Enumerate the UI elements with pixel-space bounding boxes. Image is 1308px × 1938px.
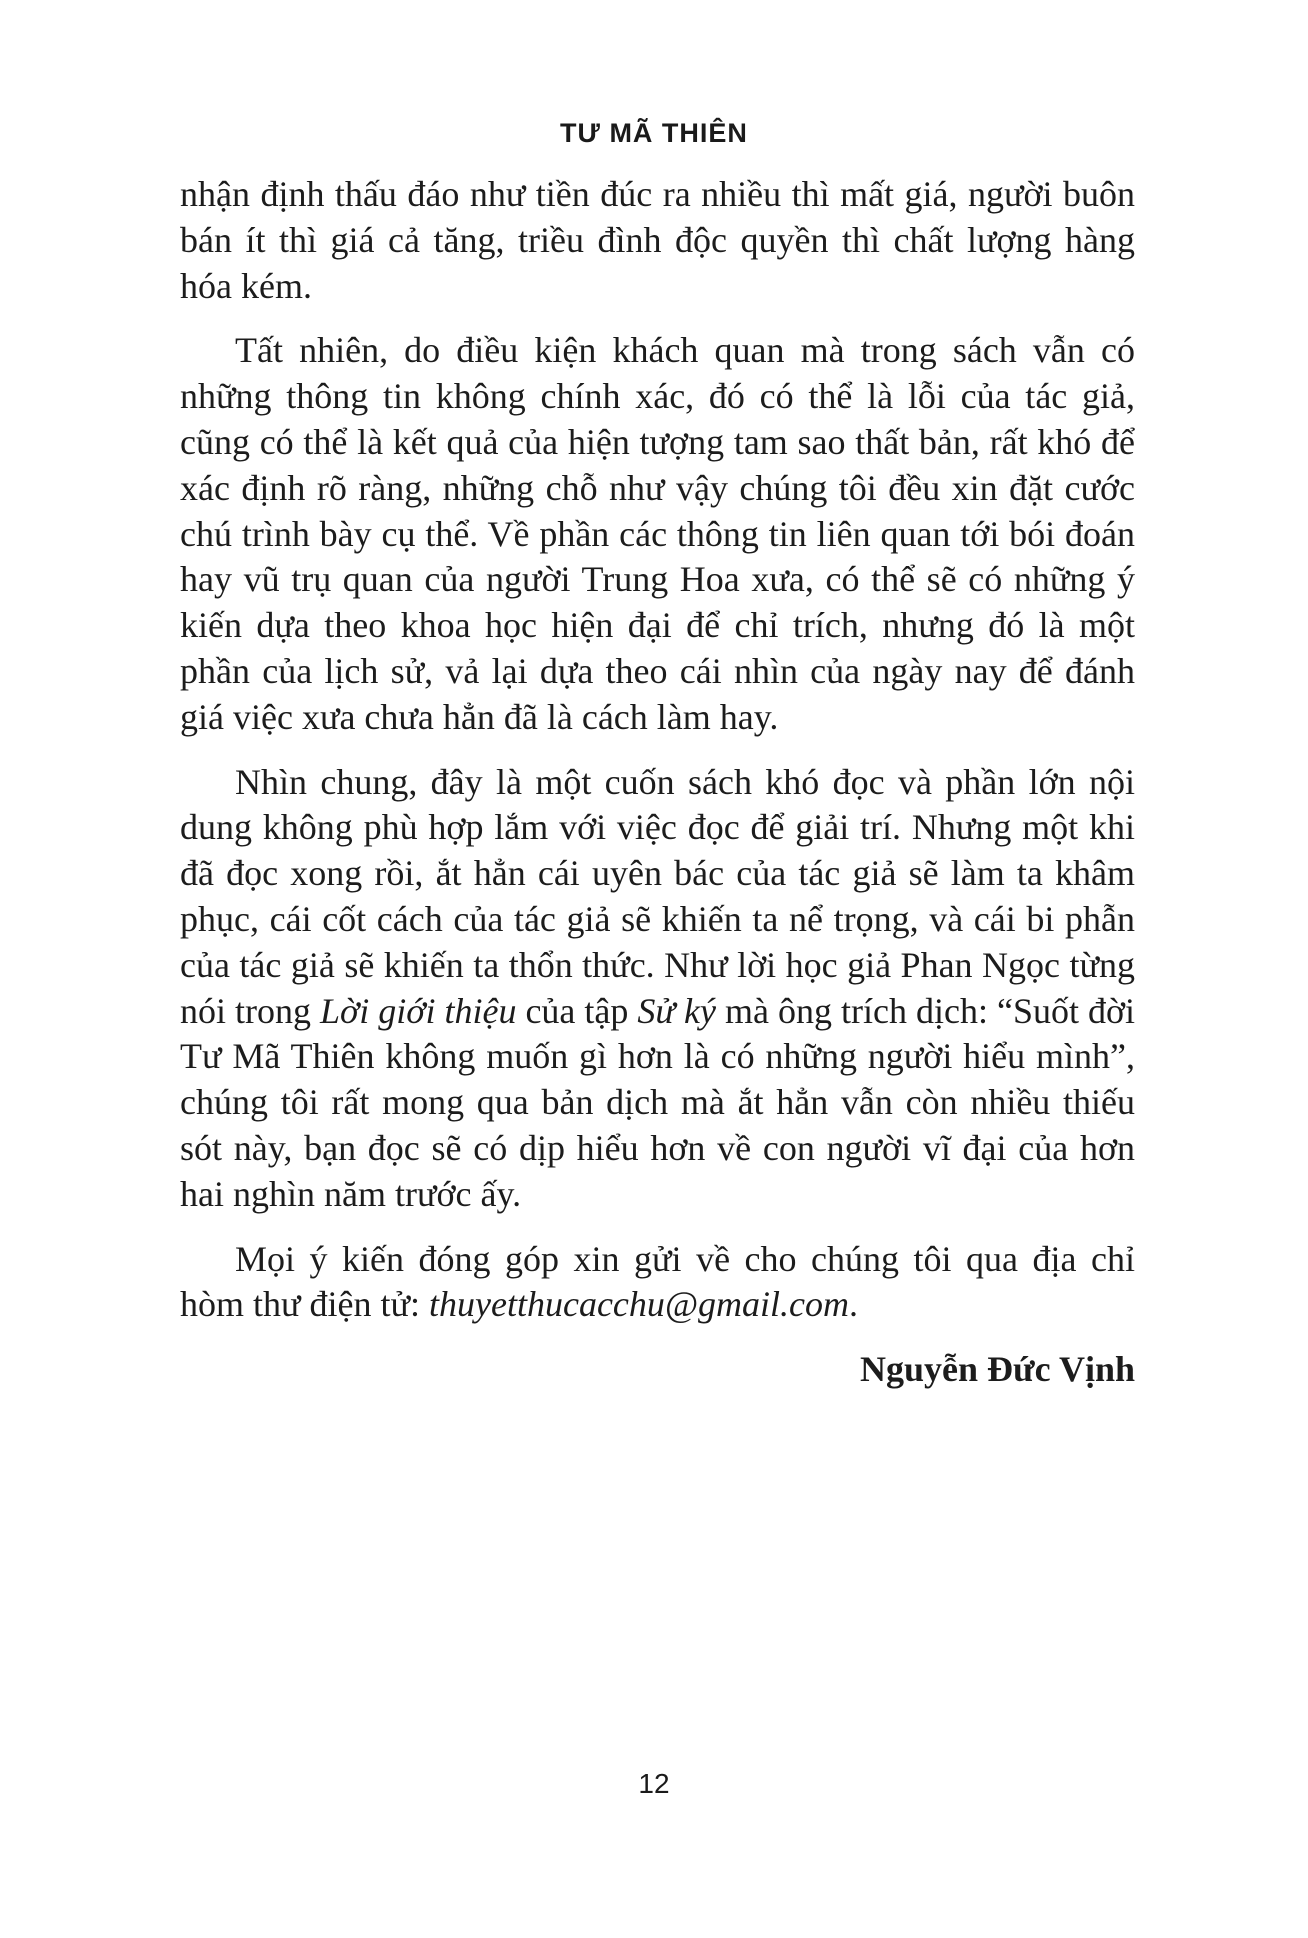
book-title-su-ky: Sử ký <box>637 990 717 1031</box>
paragraph-1: nhận định thấu đáo như tiền đúc ra nhiều thì mất giá, người buôn bán ít thì giá cả tăng, triều đình độc quyền thì chất lượng hàng hóa kém. <box>180 174 1135 306</box>
paragraph-2: Tất nhiên, do điều kiện khách quan mà trong sách vẫn có những thông tin không chính xác, đó có thể là lỗi của tác giả, cũng có thể là kết quả của hiện tượng tam sao thất bản, rất khó để xác định rõ ràng, những chỗ như vậy chúng tôi đều xin đặt cước chú trình bày cụ thể. Về phần các thông tin liên quan tới bói đoán hay vũ trụ quan của người Trung Hoa xưa, có thể sẽ có những ý kiến dựa theo khoa học hiện đại để chỉ trích, nhưng đó là một phần của lịch sử, vả lại dựa theo cái nhìn của ngày nay để đánh giá việc xưa chưa hẳn đã là cách làm hay. <box>180 330 1135 737</box>
page-number: 12 <box>638 1768 670 1799</box>
paragraph-4 <box>180 1237 1135 1329</box>
body-text <box>180 172 1135 1412</box>
paragraph-3-text-3: mà ông trích dịch: “Suốt đời Tư Mã Thiên không muốn gì hơn là có những người hiểu mình”, chúng tôi rất mong qua bản dịch mà ắt hẳn vẫn còn nhiều thiếu sót này, bạn đọc sẽ có dịp hiểu hơn về con người vĩ đại của hơn hai nghìn năm trước ấy. <box>180 990 1136 1214</box>
paragraph-3-text-1: Nhìn chung, đây là một cuốn sách khó đọc và phần lớn nội dung không phù hợp lắm với việc đọc để giải trí. Nhưng một khi đã đọc xong rồi, ắt hẳn cái uyên bác của tác giả sẽ làm ta khâm phục, cái cốt cách của tác giả sẽ khiến ta nể trọng, và cái bi phẫn của tác giả sẽ khiến ta thổn thức. Như lời học giả Phan Ngọc từng nói trong <box>180 761 1135 1031</box>
book-title-loi-gioi-thieu: Lời giới thiệu <box>320 990 517 1031</box>
paragraph-4-end: . <box>849 1284 859 1325</box>
paragraph-4-text: Mọi ý kiến đóng góp xin gửi về cho chúng tôi qua địa chỉ hòm thư điện tử: <box>180 1238 1135 1325</box>
paragraph-3-text-2: của tập <box>516 990 638 1031</box>
email-address: thuyetthucacchu@gmail.com <box>429 1284 850 1325</box>
running-header: TƯ MÃ THIÊN <box>560 118 748 148</box>
signature: Nguyễn Đức Vịnh <box>860 1349 1135 1390</box>
paragraph-3 <box>180 760 1135 1218</box>
